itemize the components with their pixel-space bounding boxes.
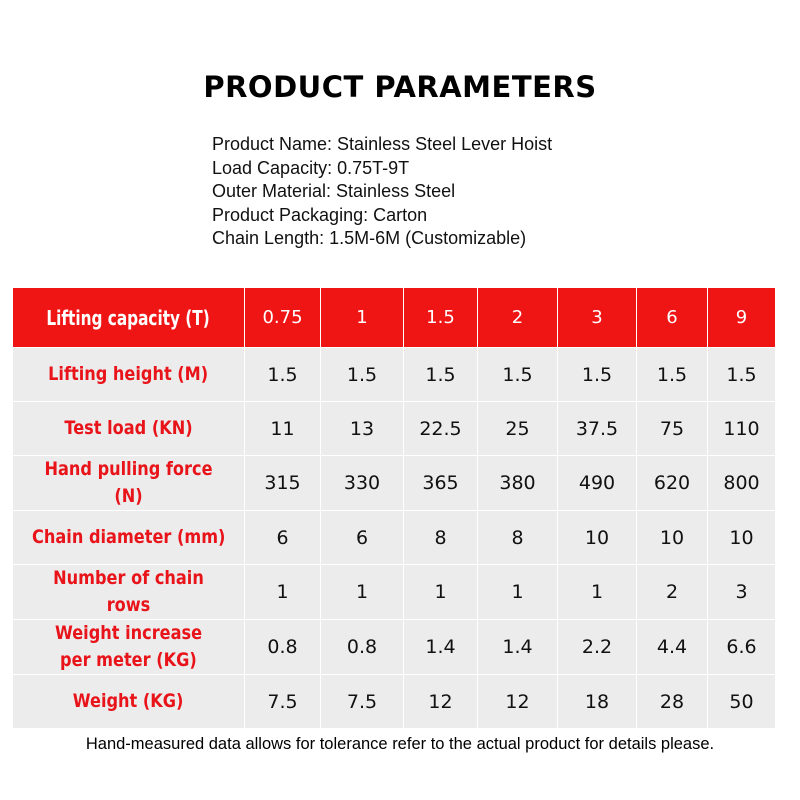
table-cell: 8 [478, 511, 558, 565]
table-cell: 7.5 [321, 675, 404, 729]
table-cell: 1.5 [404, 348, 478, 402]
table-cell: 10 [637, 511, 708, 565]
table-cell: 0.8 [245, 620, 321, 675]
table-cell: 18 [558, 675, 637, 729]
table-row [13, 511, 776, 565]
table-cell: 11 [245, 402, 321, 456]
table-cell: 22.5 [404, 402, 478, 456]
product-info [212, 133, 552, 251]
table-cell: 1 [404, 565, 478, 620]
row-label: Number of chain rows [13, 565, 245, 620]
row-label: Chain diameter (mm) [13, 511, 245, 565]
header-cell: 1 [321, 288, 404, 348]
info-chain-length: Chain Length: 1.5M-6M (Customizable) [212, 228, 527, 248]
table-cell: 4.4 [637, 620, 708, 675]
table-cell: 1.5 [708, 348, 776, 402]
table-row [13, 675, 776, 729]
info-packaging: Product Packaging: Carton [212, 204, 428, 225]
row-label: Lifting height (M) [13, 348, 245, 402]
table-cell: 330 [321, 456, 404, 511]
table-cell: 1.4 [478, 620, 558, 675]
table-cell: 37.5 [558, 402, 637, 456]
table-cell: 365 [404, 456, 478, 511]
table-cell: 1 [245, 565, 321, 620]
row-label: Test load (KN) [13, 402, 245, 456]
table-cell: 1.4 [404, 620, 478, 675]
table-cell: 75 [637, 402, 708, 456]
table-cell: 12 [478, 675, 558, 729]
table-cell: 12 [404, 675, 478, 729]
header-cell: 0.75 [245, 288, 321, 348]
info-product-name: Product Name: Stainless Steel Lever Hoist [212, 134, 553, 154]
table-cell: 6 [245, 511, 321, 565]
table-cell: 3 [708, 565, 776, 620]
table-cell: 1.5 [478, 348, 558, 402]
row-label: Weight (KG) [13, 675, 245, 729]
table-cell: 6.6 [708, 620, 776, 675]
table-cell: 6 [321, 511, 404, 565]
table-cell: 2 [637, 565, 708, 620]
table-cell: 315 [245, 456, 321, 511]
table-row [13, 402, 776, 456]
table-cell: 1 [478, 565, 558, 620]
header-cell: 9 [708, 288, 776, 348]
table-cell: 800 [708, 456, 776, 511]
table-cell: 25 [478, 402, 558, 456]
table-cell: 1.5 [637, 348, 708, 402]
table-cell: 2.2 [558, 620, 637, 675]
table-cell: 13 [321, 402, 404, 456]
header-cell: 3 [558, 288, 637, 348]
table-row [13, 565, 776, 620]
row-label: Weight increase per meter (KG) [13, 620, 245, 675]
table-cell: 1 [321, 565, 404, 620]
header-cell: 1.5 [404, 288, 478, 348]
table-cell: 490 [558, 456, 637, 511]
table-cell: 28 [637, 675, 708, 729]
table-cell: 1.5 [558, 348, 637, 402]
table-cell: 1.5 [321, 348, 404, 402]
table-cell: 380 [478, 456, 558, 511]
page-title: PRODUCT PARAMETERS [203, 70, 597, 104]
table-cell: 110 [708, 402, 776, 456]
table-cell: 1.5 [245, 348, 321, 402]
header-label: Lifting capacity (T) [13, 288, 245, 348]
table-row [13, 620, 776, 675]
table-cell: 1 [558, 565, 637, 620]
table-cell: 0.8 [321, 620, 404, 675]
table-cell: 620 [637, 456, 708, 511]
info-outer-material: Outer Material: Stainless Steel [212, 181, 456, 201]
info-load-capacity: Load Capacity: 0.75T-9T [212, 157, 410, 178]
footnote: Hand-measured data allows for tolerance refer to the actual product for details please. [85, 735, 715, 753]
parameters-table [12, 287, 776, 729]
table-cell: 7.5 [245, 675, 321, 729]
table-row [13, 348, 776, 402]
header-cell: 6 [637, 288, 708, 348]
row-label: Hand pulling force (N) [13, 456, 245, 511]
table-cell: 8 [404, 511, 478, 565]
table-row [13, 456, 776, 511]
header-cell: 2 [478, 288, 558, 348]
table-header-row [13, 288, 776, 348]
table-cell: 50 [708, 675, 776, 729]
table-cell: 10 [558, 511, 637, 565]
table-cell: 10 [708, 511, 776, 565]
